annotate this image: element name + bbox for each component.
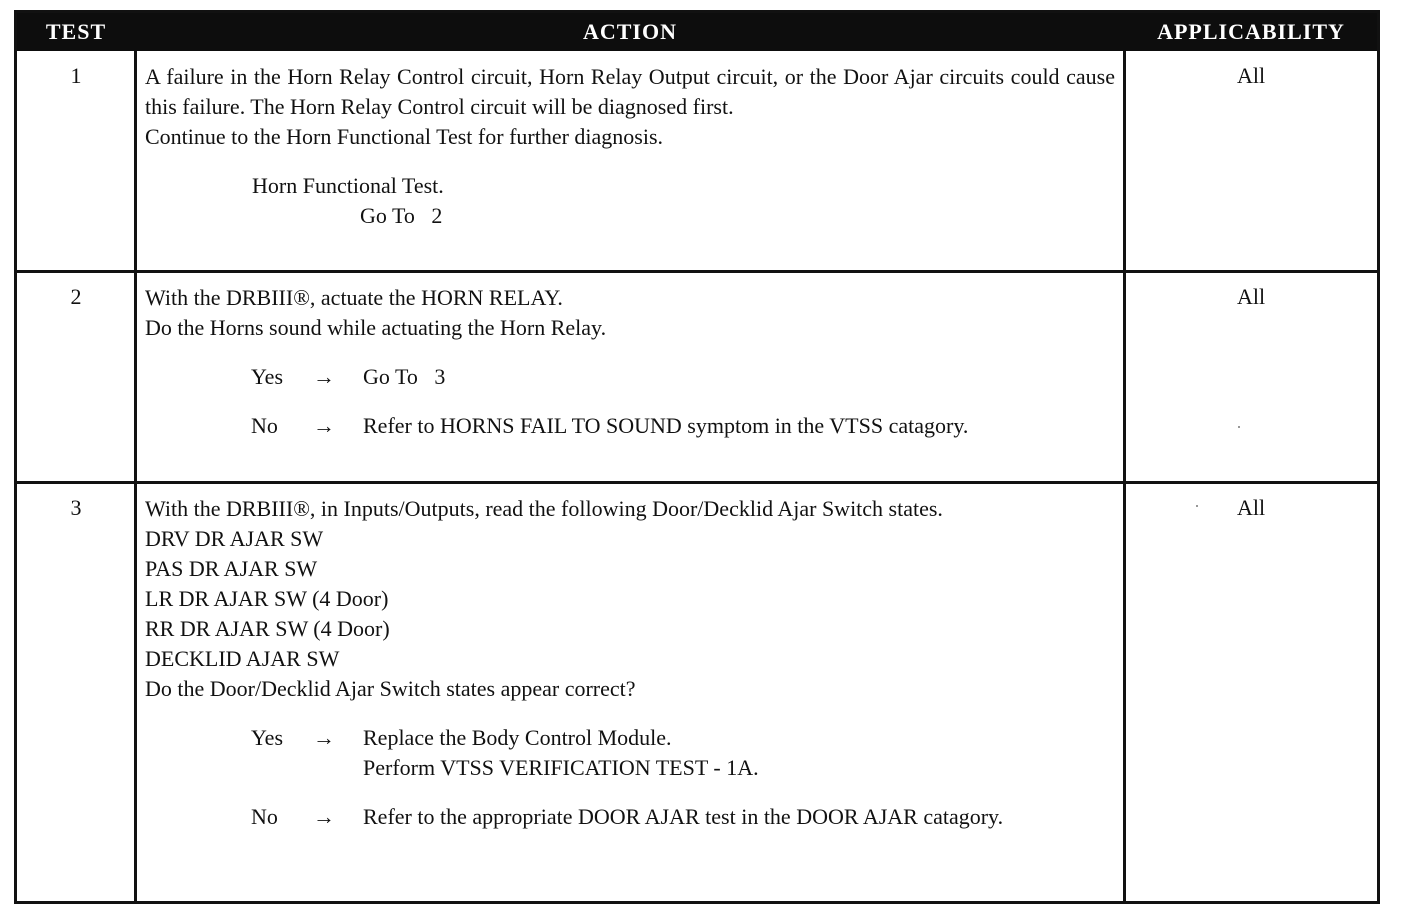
switch-state-item: DRV DR AJAR SW xyxy=(145,526,324,551)
action-line: Continue to the Horn Functional Test for further diagnosis. xyxy=(145,124,664,149)
yes-label: Yes xyxy=(251,364,284,389)
arrow-icon: → xyxy=(313,804,335,829)
arrow-icon: → xyxy=(313,364,335,389)
action-question: Do the Door/Decklid Ajar Switch states appear correct? xyxy=(145,676,636,701)
switch-state-item: LR DR AJAR SW (4 Door) xyxy=(145,586,389,611)
yes-option xyxy=(145,362,1115,392)
header-action: ACTION xyxy=(582,19,677,44)
arrow-icon: → xyxy=(313,725,335,750)
no-result-text: Refer to HORNS FAIL TO SOUND symptom in the VTSS catagory. xyxy=(363,413,969,438)
scan-speck xyxy=(1238,426,1240,428)
action-line: With the DRBIII®, actuate the HORN RELAY. xyxy=(145,285,563,310)
action-cell xyxy=(145,283,1115,441)
applicability-value: All xyxy=(1236,495,1266,520)
switch-state-item: PAS DR AJAR SW xyxy=(145,556,318,581)
no-result-text: Refer to the appropriate DOOR AJAR test in the DOOR AJAR catagory. xyxy=(363,804,1004,829)
action-line: Do the Horns sound while actuating the Horn Relay. xyxy=(145,315,607,340)
action-paragraph: With the DRBIII®, in Inputs/Outputs, read the following Door/Decklid Ajar Switch states. xyxy=(145,496,943,521)
yes-option xyxy=(145,723,1115,783)
scan-speck xyxy=(1196,505,1198,507)
table-header xyxy=(17,13,1377,51)
switch-state-item: RR DR AJAR SW (4 Door) xyxy=(145,616,390,641)
header-test: TEST xyxy=(45,19,107,44)
action-cell xyxy=(145,62,1115,231)
action-cell xyxy=(145,494,1115,832)
no-option xyxy=(145,411,1115,441)
action-paragraph: A failure in the Horn Relay Control circuit, Horn Relay Output circuit, or the Door Ajar circuits could cause this failure. The Horn Relay Control circuit will be diagnosed first. xyxy=(145,64,1115,119)
table-row-2 xyxy=(17,273,1377,481)
yes-label: Yes xyxy=(251,725,284,750)
test-number: 1 xyxy=(70,63,82,88)
table-row-3 xyxy=(17,484,1377,901)
no-label: No xyxy=(251,413,278,438)
no-label: No xyxy=(251,804,278,829)
header-applicability: APPLICABILITY xyxy=(1157,19,1345,44)
diagnostic-table xyxy=(14,10,1380,904)
goto-link[interactable]: Go To 2 xyxy=(360,203,443,228)
sub-test-title: Horn Functional Test. xyxy=(252,173,444,198)
applicability-value: All xyxy=(1236,284,1266,309)
goto-link[interactable]: Go To 3 xyxy=(363,364,446,389)
test-number: 3 xyxy=(70,495,82,520)
table-row-1 xyxy=(17,51,1377,270)
arrow-icon: → xyxy=(313,413,335,438)
verification-test-link[interactable]: Perform VTSS VERIFICATION TEST - 1A. xyxy=(363,755,759,780)
applicability-value: All xyxy=(1236,63,1266,88)
switch-state-item: DECKLID AJAR SW xyxy=(145,646,340,671)
yes-result-text: Replace the Body Control Module. xyxy=(363,725,672,750)
no-option xyxy=(145,802,1115,832)
test-number: 2 xyxy=(70,284,82,309)
